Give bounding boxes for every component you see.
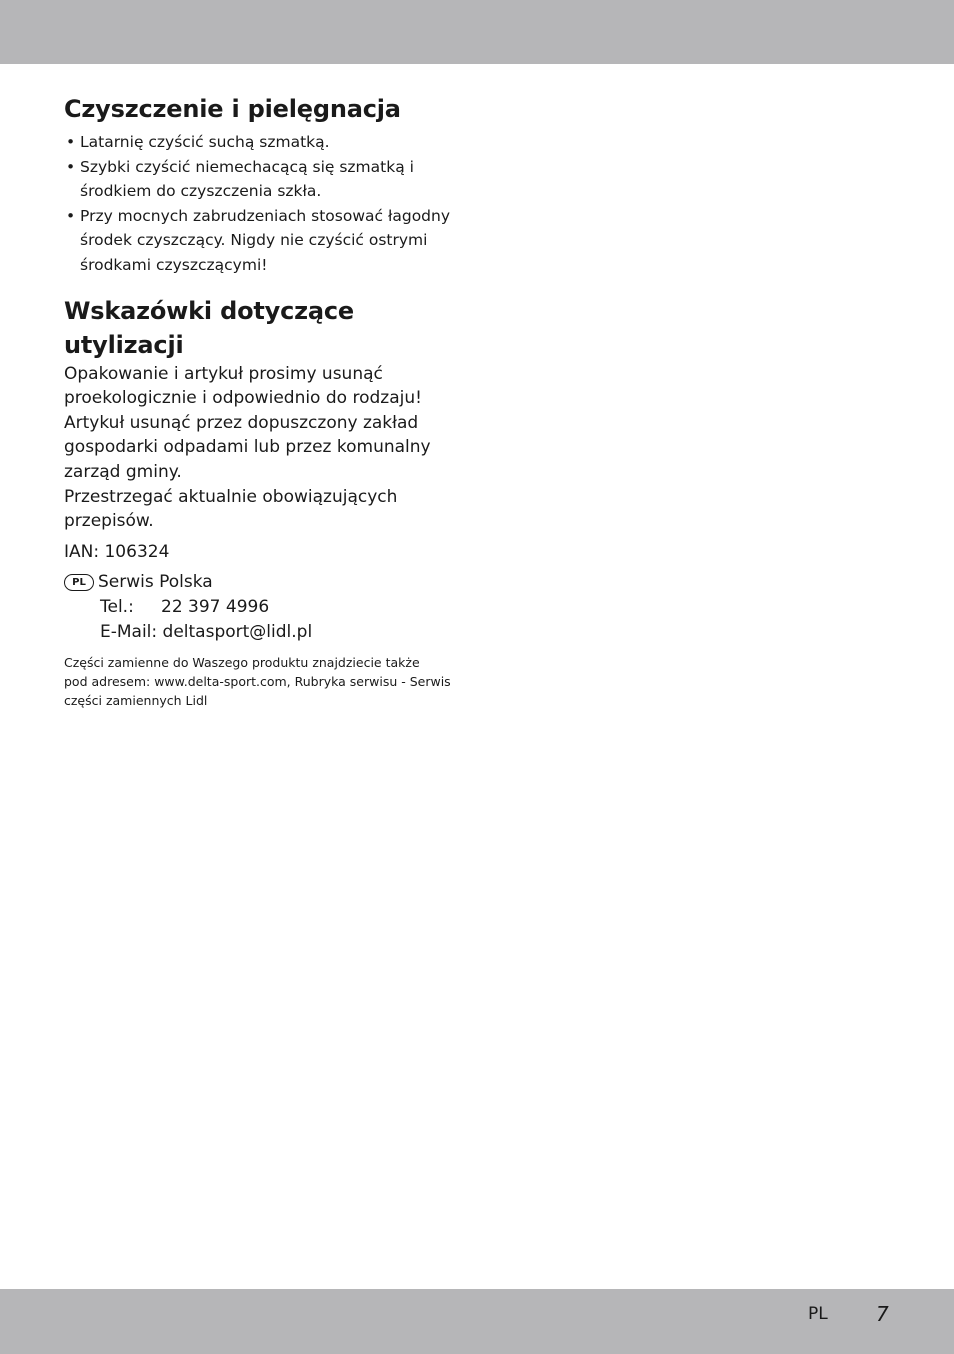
text-line: Artykuł usunąć przez dopuszczony zakład [64,412,419,433]
service-tel [64,595,464,620]
service-block [64,570,464,644]
ian-number: IAN: 106324 [64,541,170,562]
text-line: proekologicznie i odpowiednio do rodzaju! [64,388,422,409]
disposal-heading-line2: utylizacji [64,330,184,359]
tel-value: 22 397 4996 [161,596,270,617]
disposal-heading-line1: Wskazówki dotyczące [64,296,354,325]
cleaning-list [64,130,464,278]
text-line: gospodarki odpadami lub przez komunalny [64,437,431,458]
page-number: 7 [876,1302,889,1326]
text-line: Przestrzegać aktualnie obowiązujących [64,486,398,507]
text-line: Opakowanie i artykuł prosimy usunąć [64,363,383,384]
list-item-text: Szybki czyścić niemechacącą się szmatką i środkiem do czyszczenia szkła. [80,157,414,201]
text-line: przepisów. [64,511,154,532]
note-line: części zamiennych Lidl [64,693,208,709]
header-band [0,0,954,64]
spare-parts-note [64,653,464,710]
list-item-text: Latarnię czyścić suchą szmatką. [80,133,330,151]
service-name: Serwis Polska [98,572,213,593]
bullet-dot: • [66,133,76,151]
cleaning-heading: Czyszczenie i pielęgnacja [64,95,401,123]
list-item [64,130,464,155]
list-item-text: Przy mocnych zabrudzeniach stosować łagodny środek czyszczący. Nigdy nie czyścić ostrymi środkami czyszczącymi! [80,206,451,274]
page-content [64,92,464,710]
tel-label: Tel.: [100,596,134,617]
country-badge: PL [64,574,94,591]
list-item [64,155,464,204]
service-email: E-Mail: deltasport@lidl.pl [100,621,313,642]
note-line: Części zamienne do Waszego produktu znajdziecie także [64,655,420,671]
footer-language: PL [808,1304,828,1324]
disposal-heading [64,294,464,362]
bullet-dot: • [66,206,76,225]
bullet-dot: • [66,157,76,176]
text-line: zarząd gminy. [64,461,182,482]
service-row [64,570,464,595]
list-item [64,204,464,278]
disposal-paragraph [64,362,464,534]
note-line: pod adresem: www.delta-sport.com, Rubryka serwisu - Serwis [64,674,451,690]
